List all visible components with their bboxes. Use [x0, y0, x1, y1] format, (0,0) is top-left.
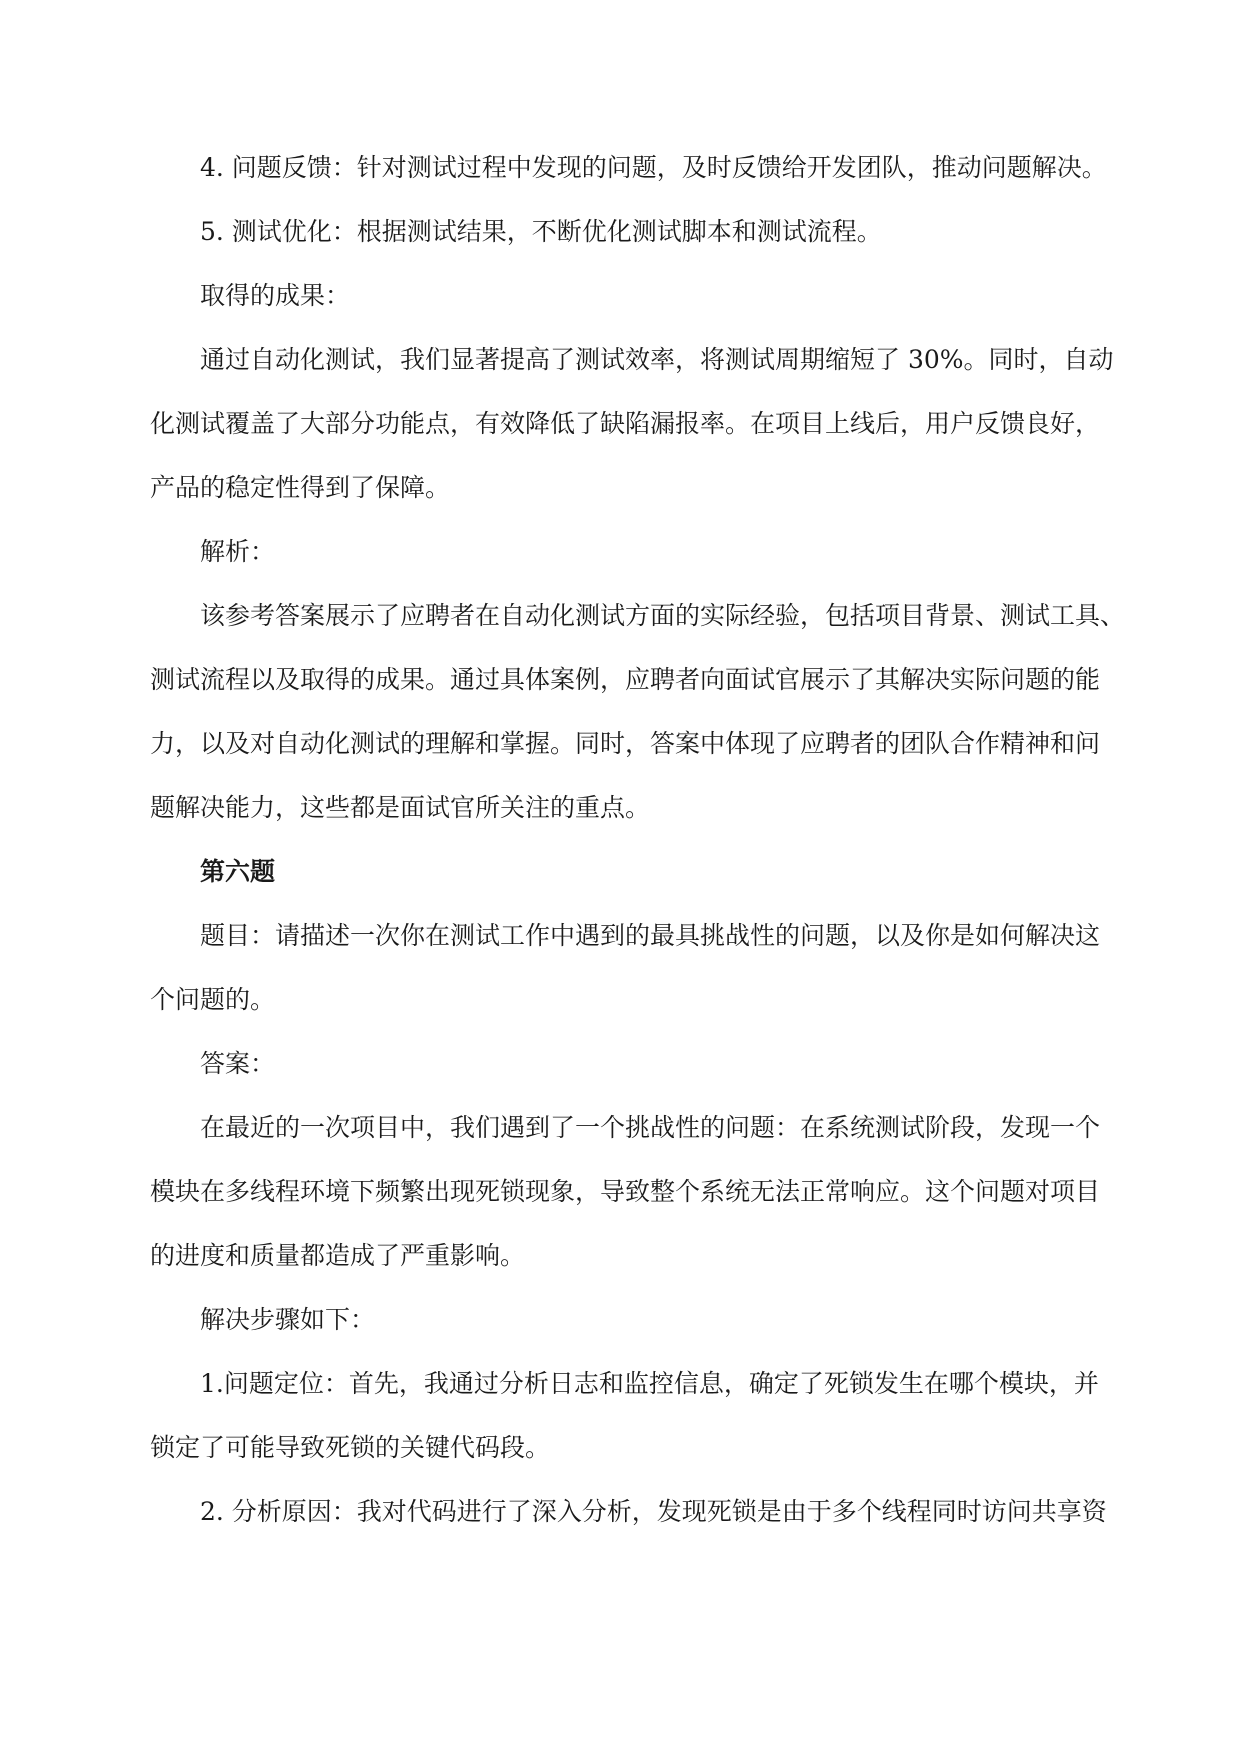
- text-line: 题解决能力，这些都是面试官所关注的重点。: [150, 793, 651, 822]
- text-line: 力，以及对自动化测试的理解和掌握。同时，答案中体现了应聘者的团队合作精神和问: [150, 729, 1101, 758]
- text-line: 解析：: [200, 537, 276, 566]
- text-line: 2. 分析原因：我对代码进行了深入分析，发现死锁是由于多个线程同时访问共享资: [200, 1497, 1107, 1526]
- text-line: 在最近的一次项目中，我们遇到了一个挑战性的问题：在系统测试阶段，发现一个: [200, 1113, 1101, 1142]
- text-line: 题目：请描述一次你在测试工作中遇到的最具挑战性的问题，以及你是如何解决这: [200, 921, 1101, 950]
- text-line: 的进度和质量都造成了严重影响。: [150, 1241, 526, 1270]
- text-line: 产品的稳定性得到了保障。: [150, 473, 451, 502]
- text-line: 通过自动化测试，我们显著提高了测试效率，将测试周期缩短了 30%。同时，自动: [200, 345, 1114, 374]
- text-line: 模块在多线程环境下频繁出现死锁现象，导致整个系统无法正常响应。这个问题对项目: [150, 1177, 1101, 1206]
- text-line: 锁定了可能导致死锁的关键代码段。: [150, 1433, 551, 1462]
- text-line: 个问题的。: [150, 985, 276, 1014]
- text-line: 4. 问题反馈：针对测试过程中发现的问题，及时反馈给开发团队，推动问题解决。: [200, 153, 1107, 182]
- text-line: 5. 测试优化：根据测试结果，不断优化测试脚本和测试流程。: [200, 217, 882, 246]
- text-line: 解决步骤如下：: [200, 1305, 376, 1334]
- text-line: 1.问题定位：首先，我通过分析日志和监控信息，确定了死锁发生在哪个模块，并: [200, 1369, 1099, 1398]
- text-line: 该参考答案展示了应聘者在自动化测试方面的实际经验，包括项目背景、测试工具、: [200, 601, 1126, 630]
- text-line: 取得的成果：: [200, 281, 351, 310]
- text-line: 化测试覆盖了大部分功能点，有效降低了缺陷漏报率。在项目上线后，用户反馈良好，: [150, 409, 1101, 438]
- section-heading: 第六题: [200, 857, 276, 886]
- text-line: 测试流程以及取得的成果。通过具体案例，应聘者向面试官展示了其解决实际问题的能: [150, 665, 1101, 694]
- text-line: 答案：: [200, 1049, 276, 1078]
